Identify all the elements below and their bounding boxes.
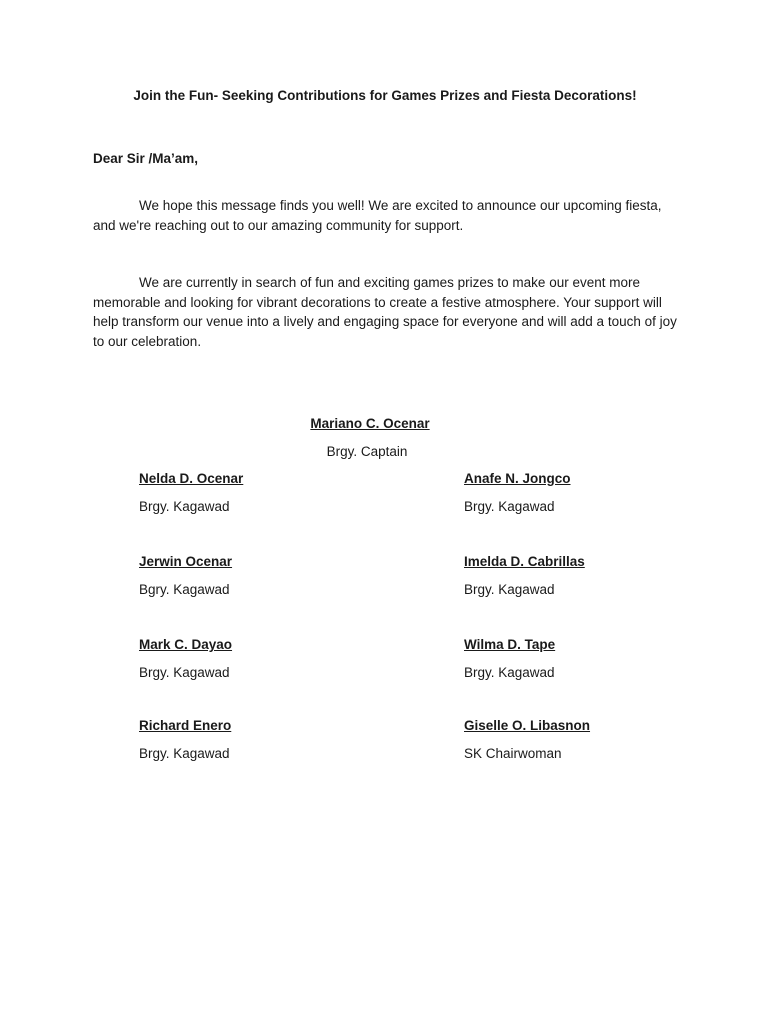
signature-block [139, 637, 399, 680]
signatory-role: Brgy. Kagawad [139, 499, 230, 514]
signatory-role: Brgy. Kagawad [464, 582, 555, 597]
signatory-role: Brgy. Kagawad [464, 499, 555, 514]
signatory-name: Imelda D. Cabrillas [464, 554, 585, 569]
signatory-name: Giselle O. Libasnon [464, 718, 591, 733]
signatory-name: Nelda D. Ocenar [139, 471, 244, 486]
signature-block [139, 718, 399, 761]
salutation: Dear Sir /Ma’am, [93, 151, 199, 166]
signatory-role: Brgy. Kagawad [139, 665, 230, 680]
captain-role: Brgy. Captain [326, 444, 408, 459]
paragraph-2: We are currently in search of fun and exciting games prizes to make our event more memorable and looking for vibrant decorations to create a festive atmosphere. Your support will help transform our venue into a lively and engaging space for everyone and will add a touch of joy to our celebration. [93, 275, 677, 349]
signature-block [464, 718, 724, 761]
letter-title: Join the Fun- Seeking Contributions for Games Prizes and Fiesta Decorations! [133, 88, 637, 103]
signatory-role: Bgry. Kagawad [139, 582, 230, 597]
paragraph-1: We hope this message finds you well! We are excited to announce our upcoming fiesta, and we're reaching out to our amazing community for support. [93, 198, 662, 233]
captain-name: Mariano C. Ocenar [310, 416, 430, 431]
signatory-role: Brgy. Kagawad [139, 746, 230, 761]
signature-block [464, 637, 724, 680]
signatory-name: Wilma D. Tape [464, 637, 556, 652]
signatory-role: SK Chairwoman [464, 746, 562, 761]
signatory-name: Richard Enero [139, 718, 232, 733]
signature-block [464, 554, 724, 597]
signatory-name: Mark C. Dayao [139, 637, 233, 652]
signature-block [139, 471, 399, 514]
signatory-name: Jerwin Ocenar [139, 554, 233, 569]
signatory-role: Brgy. Kagawad [464, 665, 555, 680]
signatory-name: Anafe N. Jongco [464, 471, 571, 486]
signature-block [139, 554, 399, 597]
signature-block [464, 471, 724, 514]
